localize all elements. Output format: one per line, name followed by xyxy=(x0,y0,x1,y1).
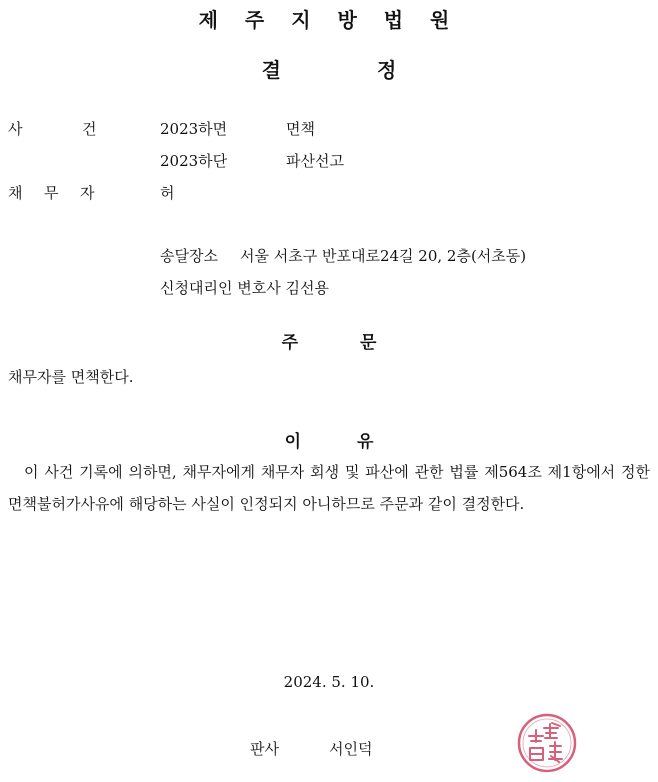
reason-heading-char-1: 이 xyxy=(284,432,301,452)
judge-name: 서인덕 xyxy=(329,740,373,758)
service-address-label: 송달장소 xyxy=(160,247,218,265)
debtor-label-char-1: 채 xyxy=(8,184,23,202)
case-name-2: 파산선고 xyxy=(286,152,344,170)
order-heading xyxy=(0,328,658,353)
debtor-name: 허 xyxy=(160,184,175,202)
order-heading-char-1: 주 xyxy=(281,333,298,353)
debtor-label-char-2: 무 xyxy=(44,184,59,202)
case-label xyxy=(8,118,118,139)
judge-seal xyxy=(516,712,578,774)
order-heading-char-2: 문 xyxy=(360,333,377,353)
court-name: 제 주 지 방 법 원 xyxy=(198,8,460,32)
applicant-agent: 신청대리인 변호사 김선용 xyxy=(160,279,329,297)
debtor-label-char-3: 자 xyxy=(80,184,95,202)
reason-heading-char-2: 유 xyxy=(357,432,374,452)
document-type-char-1: 결 xyxy=(261,58,281,82)
document-type xyxy=(0,54,658,83)
decision-date: 2024. 5. 10. xyxy=(283,673,375,691)
document-type-char-2: 정 xyxy=(377,58,397,82)
reason-heading xyxy=(0,427,658,452)
service-address: 서울 서초구 반포대로24길 20, 2층(서초동) xyxy=(240,247,527,265)
order-text: 채무자를 면책한다. xyxy=(8,368,134,386)
case-number-1: 2023하면 xyxy=(160,120,228,138)
case-label-char-1: 사 xyxy=(8,120,23,138)
debtor-label xyxy=(8,182,118,203)
reason-text: 이 사건 기록에 의하면, 채무자에게 채무자 회생 및 파산에 관한 법률 제564조 제1항에서 정한 면책불허가사유에 해당하는 사실이 인정되지 아니하므로 주문과 같이 결정한다. xyxy=(8,463,650,513)
case-label-char-2: 건 xyxy=(82,120,97,138)
case-number-2: 2023하단 xyxy=(160,152,228,170)
judge-title: 판사 xyxy=(250,740,279,758)
case-name-1: 면책 xyxy=(286,120,315,138)
